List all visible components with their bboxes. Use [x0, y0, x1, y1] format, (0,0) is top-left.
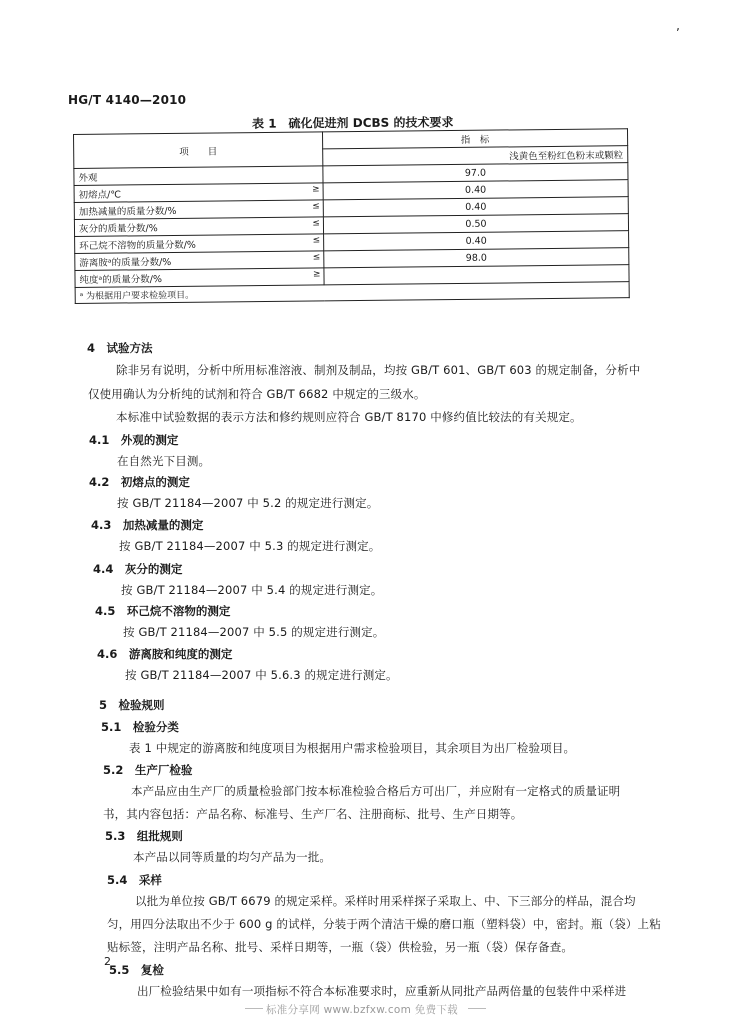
watermark-rule-right [468, 1008, 486, 1009]
section-5-4-body-b: 匀，用四分法取出不少于 600 g 的试样，分装于两个清洁干燥的磨口瓶（塑料袋）中，密封。瓶（袋）上粘 [107, 917, 661, 931]
section-4-2-body: 按 GB/T 21184—2007 中 5.2 的规定进行测定。 [117, 496, 379, 510]
section-4-3-body: 按 GB/T 21184—2007 中 5.3 的规定进行测定。 [119, 539, 381, 553]
row-symbol: ≤ [312, 201, 320, 212]
s4-para-2: 本标准中试验数据的表示方法和修约规则应符合 GB/T 8170 中修约值比较法的有关规定。 [116, 410, 582, 424]
corner-mark: ʼ [676, 26, 680, 40]
section-4-3-title: 4.3 加热减量的测定 [91, 518, 204, 532]
watermark: 标准分享网 www.bzfxw.com 免费下载 [266, 1004, 458, 1016]
section-4-6-title: 4.6 游离胺和纯度的测定 [97, 647, 233, 661]
section-5-1-body: 表 1 中规定的游离胺和纯度项目为根据用户需求检验项目，其余项目为出厂检验项目。 [129, 741, 576, 755]
section-5-title: 5 检验规则 [99, 698, 165, 712]
section-5-3-body: 本产品以同等质量的均匀产品为一批。 [133, 850, 332, 864]
section-5-5-body: 出厂检验结果中如有一项指标不符合本标准要求时，应重新从同批产品两倍量的包装件中采样进 [137, 984, 627, 998]
row-item: 纯度ᵃ的质量分数/% [79, 274, 163, 286]
row-value: 0.40 [323, 197, 628, 217]
section-4-1-body: 在自然光下目测。 [117, 454, 211, 468]
row-value: 0.50 [323, 214, 628, 234]
head-index: 指 标 [322, 129, 627, 149]
head-item: 项 目 [74, 132, 323, 169]
table-caption: 表 1 硫化促进剂 DCBS 的技术要求 [251, 115, 454, 131]
section-4-title: 4 试验方法 [87, 341, 153, 355]
standard-code: HG/T 4140—2010 [68, 93, 187, 107]
section-5-3-title: 5.3 组批规则 [105, 829, 183, 843]
section-4-5-title: 4.5 环己烷不溶物的测定 [95, 604, 231, 618]
row-value: 0.40 [323, 180, 628, 200]
page-number: 2 [104, 955, 111, 968]
section-4-2-title: 4.2 初熔点的测定 [89, 475, 190, 489]
row-value: 0.40 [324, 231, 629, 251]
section-5-5-title: 5.5 复检 [109, 963, 164, 977]
section-4-6-body: 按 GB/T 21184—2007 中 5.6.3 的规定进行测定。 [125, 668, 398, 682]
row-item: 初熔点/℃ [78, 189, 122, 201]
section-5-2-body-a: 本产品应由生产厂的质量检验部门按本标准检验合格后方可出厂，并应附有一定格式的质量证明 [131, 784, 621, 798]
section-4-1-title: 4.1 外观的测定 [89, 433, 179, 447]
section-5-4-body-a: 以批为单位按 GB/T 6679 的规定采样。采样时用采样探子采取上、中、下三部分的样品，混合均 [135, 894, 636, 908]
row-value: 97.0 [323, 163, 628, 183]
section-5-2-body-b: 书，其内容包括：产品名称、标准号、生产厂名、注册商标、批号、生产日期等。 [103, 807, 523, 821]
section-4-5-body: 按 GB/T 21184—2007 中 5.5 的规定进行测定。 [123, 625, 385, 639]
s4-para-1b: 仅使用确认为分析纯的试剂和符合 GB/T 6682 中规定的三级水。 [88, 387, 426, 401]
row-value: 98.0 [324, 248, 629, 268]
row-symbol: ≥ [312, 269, 321, 280]
section-5-2-title: 5.2 生产厂检验 [103, 763, 193, 777]
spec-table [73, 128, 630, 304]
section-5-1-title: 5.1 检验分类 [101, 720, 179, 734]
section-4-4-body: 按 GB/T 21184—2007 中 5.4 的规定进行测定。 [121, 583, 383, 597]
section-5-4-body-c: 贴标签，注明产品名称、批号、采样日期等，一瓶（袋）供检验，另一瓶（袋）保存备查。 [107, 940, 573, 954]
row-symbol: ≤ [312, 218, 321, 229]
section-4-4-title: 4.4 灰分的测定 [93, 562, 183, 576]
row-item: 灰分的质量分数/% [78, 223, 158, 235]
row-symbol: ≤ [312, 252, 321, 263]
row-item: 外观 [78, 172, 98, 184]
s4-para-1a: 除非另有说明，分析中所用标准溶液、制剂及制品，均按 GB/T 601、GB/T 603 的规定制备，分析中 [116, 363, 641, 377]
row-item: 环己烷不溶物的质量分数/% [79, 239, 196, 252]
section-5-4-title: 5.4 采样 [107, 873, 162, 887]
row-symbol: ≤ [312, 235, 321, 246]
row-item: 游离胺ᵃ的质量分数/% [79, 256, 172, 269]
watermark-rule-left [245, 1008, 263, 1009]
head-sub: 浅黄色至粉红色粉末或颗粒 [323, 146, 628, 166]
row-symbol: ≥ [311, 184, 320, 195]
row-item: 加热减量的质量分数/% [78, 205, 177, 218]
table-footnote: ᵃ 为根据用户要求检验项目。 [75, 282, 629, 304]
